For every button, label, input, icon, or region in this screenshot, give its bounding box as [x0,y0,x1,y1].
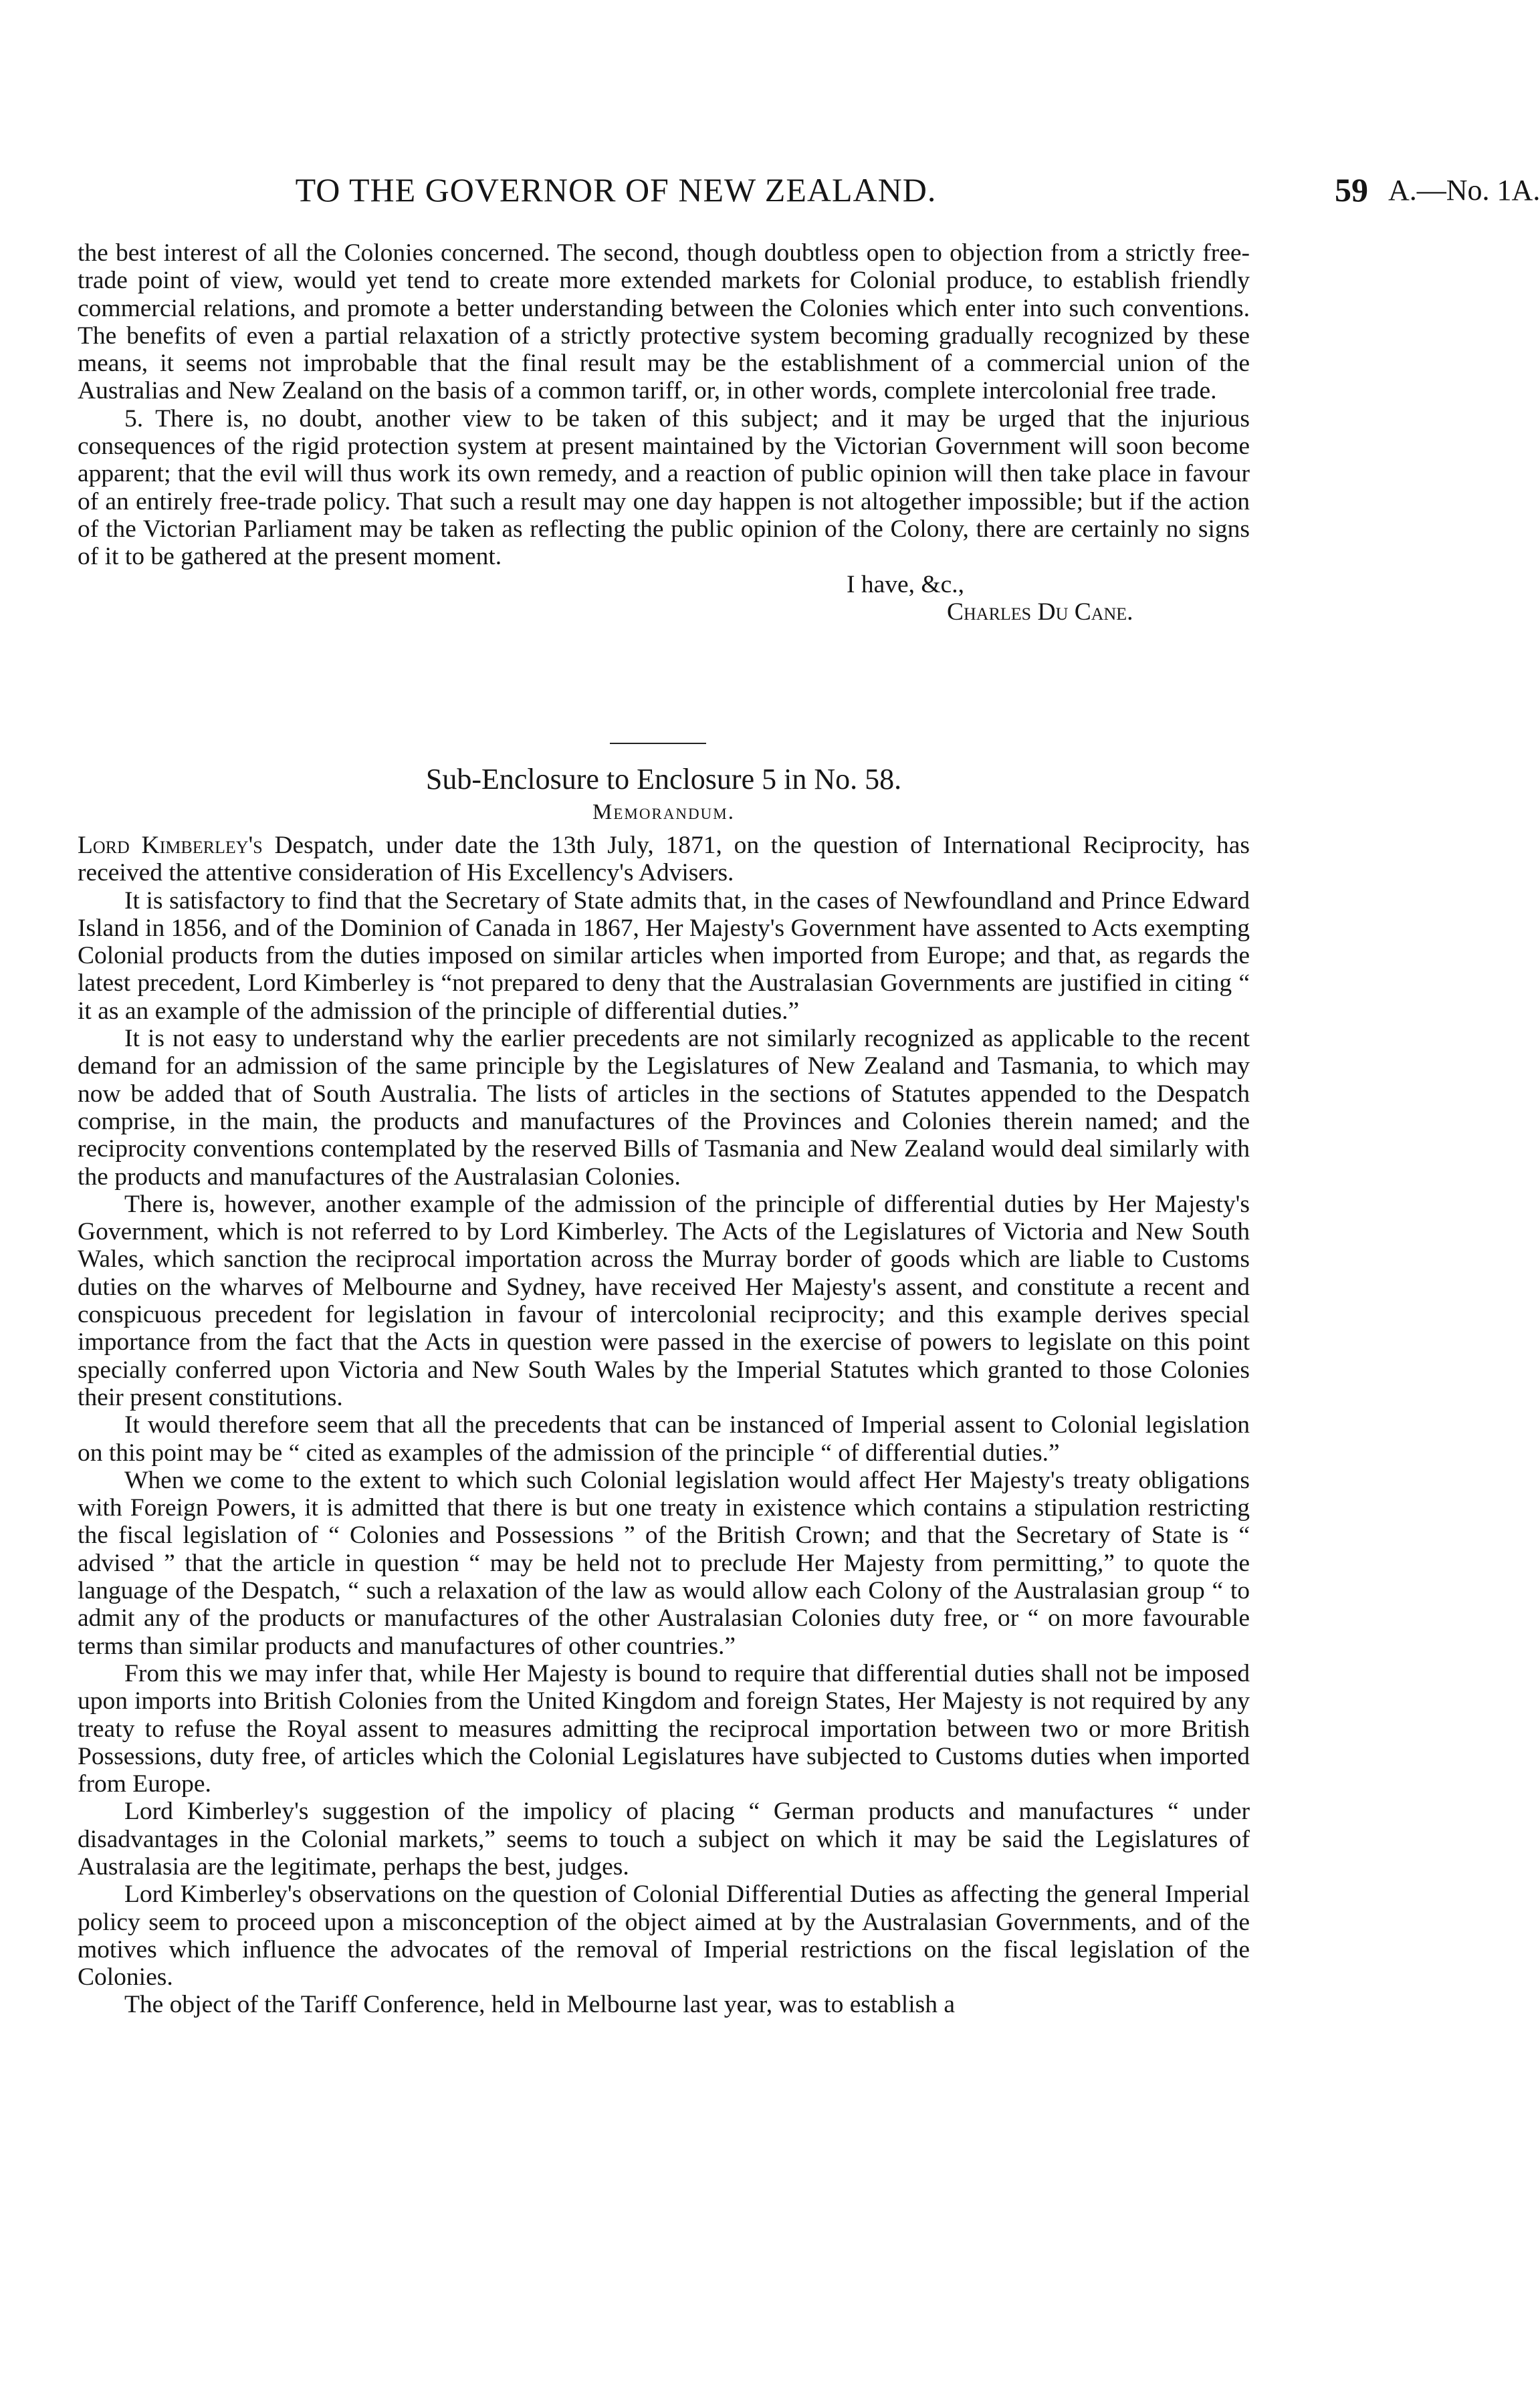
page-title: TO THE GOVERNOR OF NEW ZEALAND. [295,171,937,209]
section-divider [610,743,706,744]
memo-paragraph-8: Lord Kimberley's suggestion of the impolicy of placing “ German products and manufactures “ under disadvantages in the Colonial markets,” seems to touch a subject on which it may be said the Legislatures of Australasia are the legitimate, perhaps the best, judges. [78,1798,1250,1881]
memo-paragraph-3: It is not easy to understand why the earlier precedents are not similarly recognized as applicable to the recent demand for an admission of the same principle by the Legislatures of New Zealand and Tasmania, to which may now be added that of South Australia. The lists of articles in the sections of Statutes appended to the Despatch comprise, in the main, the products and manufactures of the Provinces and Colonies therein named; and the reciprocity conventions contemplated by the reserved Bills of Tasmania and New Zealand would deal similarly with the products and manufactures of the Australasian Colonies. [78,1025,1250,1191]
page-number: 59 [1335,171,1368,209]
signature-line [78,598,1250,626]
memo-paragraph-1 [78,832,1250,887]
paragraph-continued: the best interest of all the Colonies concerned. The second, though doubtless open to objection from a strictly free-trade point of view, would yet tend to create more extended markets for Colonial produce, to establish friendly commercial relations, and promote a better understanding between the Colonies which enter into such conventions. The benefits of even a partial relaxation of a strictly protective system becoming gradually recognized by these means, it seems not improbable that the final result may be the establishment of a commercial union of the Australias and New Zealand on the basis of a common tariff, or, in other words, complete intercolonial free trade. [78,239,1250,405]
closing-text: I have, &c., [847,570,964,598]
memo-paragraph-6: When we come to the extent to which such Colonial legislation would affect Her Majesty's treaty obligations with Foreign Powers, it is admitted that there is but one treaty in existence which contains a stipulation restricting the fiscal legislation of “ Colonies and Possessions ” of the British Crown; and that the Secretary of State is “ advised ” that the article in question “ may be held not to preclude Her Majesty from permitting,” to quote the language of the Despatch, “ such a relaxation of the law as would allow each Colony of the Australasian group “ to admit any of the products or manufactures of the other Australasian Colonies duty free, or “ on more favourable terms than similar products and manufactures of other countries.” [78,1466,1250,1660]
memo-paragraph-4: There is, however, another example of the admission of the principle of differential duties by Her Majesty's Government, which is not referred to by Lord Kimberley. The Acts of the Legislatures of Victoria and New South Wales, which sanction the reciprocal importation across the Murray border of goods which are liable to Customs duties on the wharves of Melbourne and Sydney, have received Her Majesty's assent, and constitute a recent and conspicuous precedent for legislation in favour of intercolonial reciprocity; and this example derives special importance from the fact that the Acts in question were passed in the exercise of powers to legislate on this point specially conferred upon Victoria and New South Wales by the Imperial Statutes which granted to those Colonies their present constitutions. [78,1190,1250,1411]
memo-paragraph-10: The object of the Tariff Conference, held in Melbourne last year, was to establish a [124,1991,955,2019]
paragraph-5: 5. There is, no doubt, another view to be taken of this subject; and it may be urged that the injurious consequences of the rigid protection system at present maintained by the Victorian Government will soon become apparent; that the evil will thus work its own remedy, and a reaction of public opinion will then take place in favour of an entirely free-trade policy. That such a result may one day happen is not altogether impossible; but if the action of the Victorian Parliament may be taken as reflecting the public opinion of the Colony, there are certainly no signs of it to be gathered at the present moment. [78,404,1250,571]
signature: Charles Du Cane. [947,598,1133,626]
memo-paragraph-2: It is satisfactory to find that the Secretary of State admits that, in the cases of Newfoundland and Prince Edward Island in 1856, and of the Dominion of Canada in 1867, Her Majesty's Government have assented to Acts exempting Colonial products from the duties imposed on similar articles when imported from Europe; and that, as regards the latest precedent, Lord Kimberley is “not prepared to deny that the Australasian Governments are justified in citing “ it as an example of the admission of the principle of differential duties.” [78,886,1250,1025]
sub-enclosure-heading: Sub-Enclosure to Enclosure 5 in No. 58. [425,763,902,796]
memo-paragraph-5: It would therefore seem that all the precedents that can be instanced of Imperial assent to Colonial legislation on this point may be “ cited as examples of the admission of the principle “ of differential duties.” [78,1411,1250,1467]
document-reference: A.—No. 1A. [1388,174,1540,207]
memo-paragraph-1-text: Despatch, under date the 13th July, 1871, on the question of International Reciprocity, has received the attentive consideration of His Excellency's Advisers. [78,832,1250,887]
despatch-continuation [78,239,1250,626]
running-header [78,170,1540,217]
memo-opening-name: Lord Kimberley's [78,832,263,859]
memorandum-body [78,832,1250,2019]
memo-paragraph-7: From this we may infer that, while Her Majesty is bound to require that differential duties shall not be imposed upon imports into British Colonies from the United Kingdom and foreign States, Her Majesty is not required by any treaty to refuse the Royal assent to measures admitting the reciprocal importation between two or more British Possessions, duty free, of articles which the Colonial Legislatures have subjected to Customs duties when imported from Europe. [78,1659,1250,1798]
memorandum-heading: Memorandum. [592,800,735,824]
memo-paragraph-9: Lord Kimberley's observations on the question of Colonial Differential Duties as affecting the general Imperial policy seem to proceed upon a misconception of the object aimed at by the Australasian Governments, and of the motives which influence the advocates of the removal of Imperial restrictions on the fiscal legislation of the Colonies. [78,1881,1250,1992]
closing-line [78,571,1250,598]
